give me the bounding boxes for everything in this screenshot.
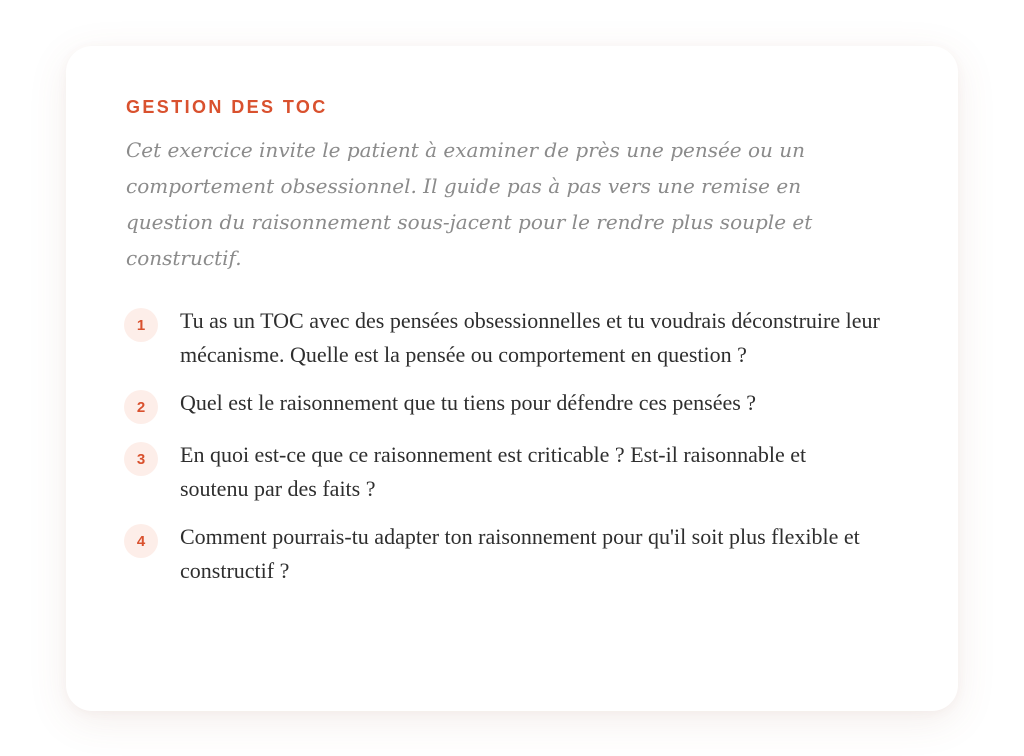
card-kicker-title: GESTION DES TOC	[126, 97, 328, 117]
card-description: Cet exercice invite le patient à examiner de près une pensée ou un comportement obsessionnel. Il guide pas à pas vers une remise en question du raisonnement sous-jacent pour le rendre plus souple et constructif.	[126, 138, 813, 270]
step-text: Comment pourrais-tu adapter ton raisonnement pour qu'il soit plus flexible et constructif ?	[180, 524, 860, 583]
step-text: En quoi est-ce que ce raisonnement est criticable ? Est-il raisonnable et soutenu par des faits ?	[180, 442, 807, 501]
step-text: Quel est le raisonnement que tu tiens pour défendre ces pensées ?	[180, 390, 757, 415]
step-number-badge: 4	[124, 524, 158, 558]
step-item	[126, 526, 898, 588]
step-number-badge: 2	[124, 390, 158, 424]
step-item	[126, 310, 898, 372]
step-item	[126, 444, 898, 506]
step-number-badge: 1	[124, 308, 158, 342]
steps-list	[126, 310, 898, 588]
step-item	[126, 392, 898, 424]
step-number-badge: 3	[124, 442, 158, 476]
exercise-card	[66, 46, 958, 711]
step-text: Tu as un TOC avec des pensées obsessionnelles et tu voudrais déconstruire leur mécanisme. Quelle est la pensée ou comportement en question ?	[180, 308, 880, 367]
